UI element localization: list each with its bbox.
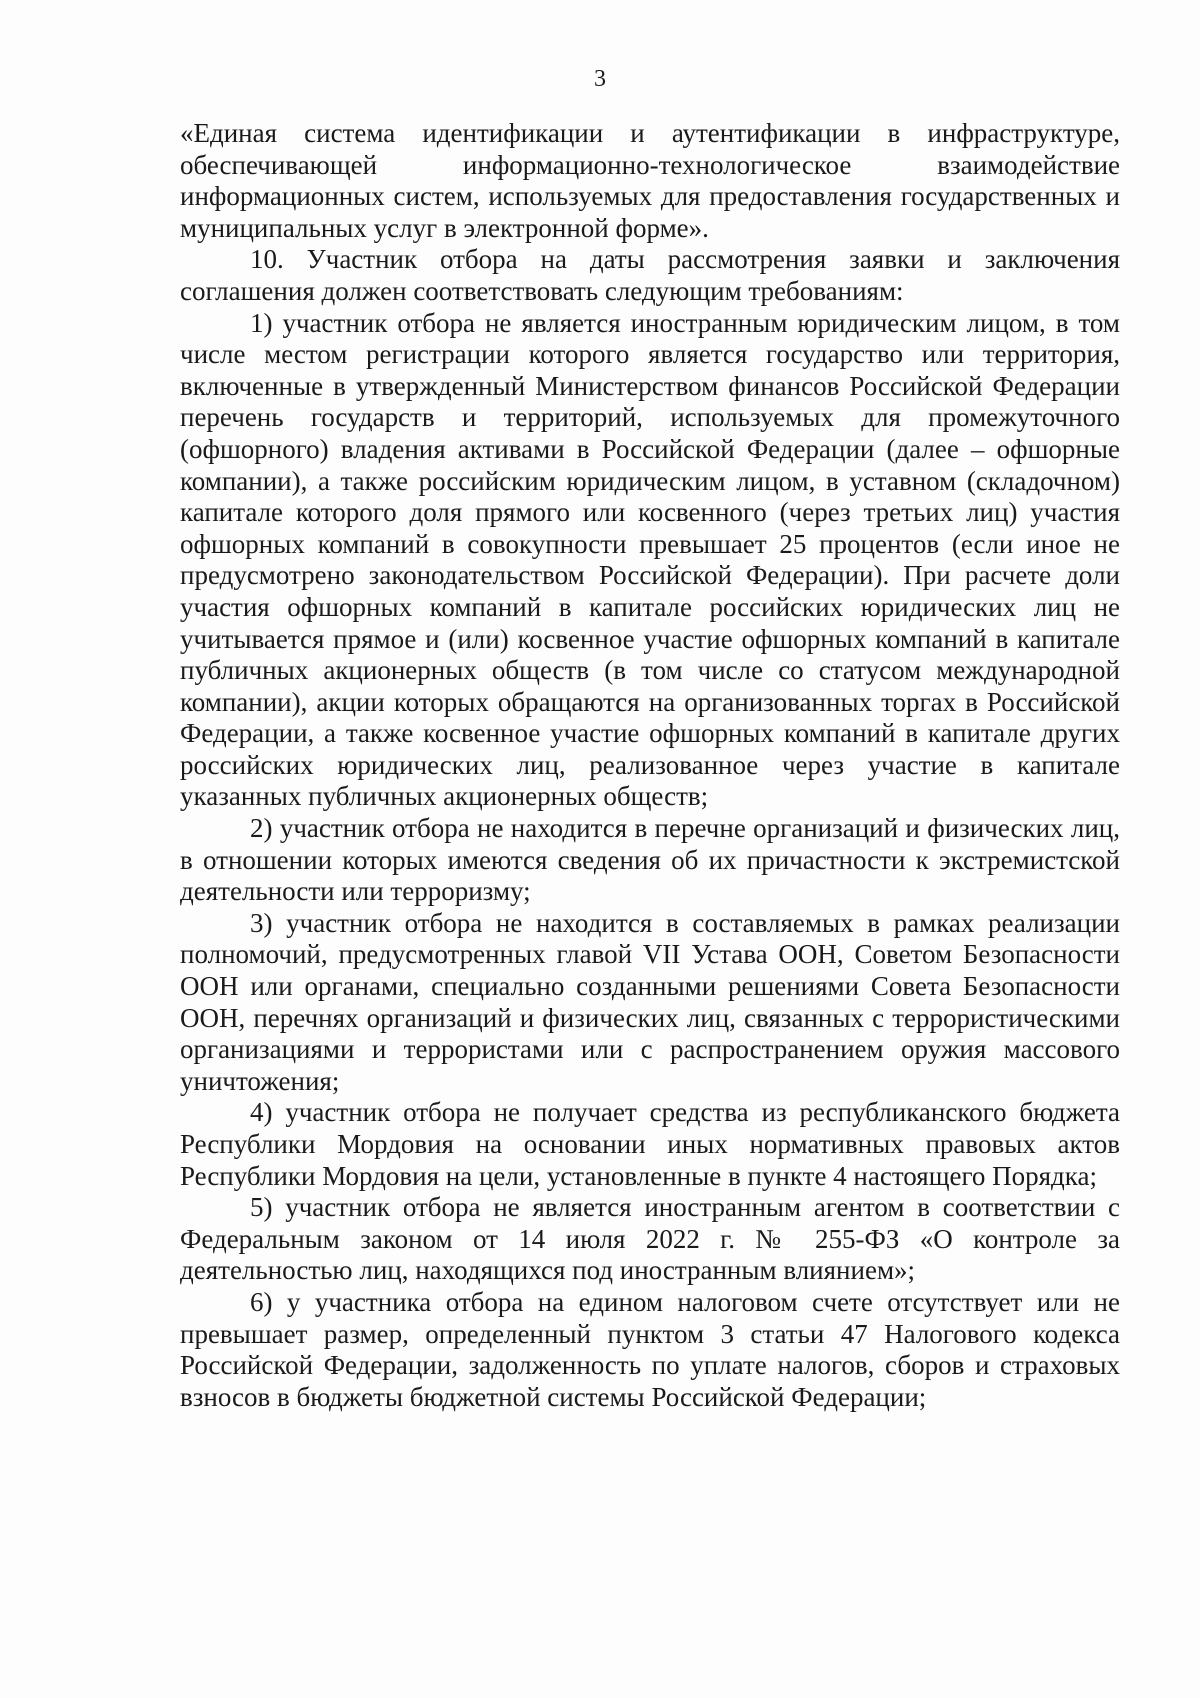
paragraph-subitem-1: 1) участник отбора не является иностранным юридическим лицом, в том числе местом регистрации которого является государство или территория, включенные в утвержденный Министерством финансов Российской Федерации перечень государств и территорий, используемых для промежуточного (офшорного) владения активами в Российской Федерации (далее – офшорные компании), а также российским юридическим лицом, в уставном (складочном) капитале которого доля прямого или косвенного (через третьих лиц) участия офшорных компаний в совокупности превышает 25 процентов (если иное не предусмотрено законодательством Российской Федерации). При расчете доли участия офшорных компаний в капитале российских юридических лиц не учитывается прямое и (или) косвенное участие офшорных компаний в капитале публичных акционерных обществ (в том числе со статусом международной компании), акции которых обращаются на организованных торгах в Российской Федерации, а также косвенное участие офшорных компаний в капитале других российских юридических лиц, реализованное через участие в капитале указанных публичных акционерных обществ; [180,307,1120,812]
paragraph-item-10: 10. Участник отбора на даты рассмотрения заявки и заключения соглашения должен соответствовать следующим требованиям: [180,244,1120,306]
paragraph-subitem-4: 4) участник отбора не получает средства из республиканского бюджета Республики Мордовия на основании иных нормативных правовых актов Республики Мордовия на цели, установленные в пункте 4 настоящего Порядка; [180,1097,1120,1191]
document-body [180,118,1120,1413]
paragraph-subitem-3: 3) участник отбора не находится в составляемых в рамках реализации полномочий, предусмотренных главой VII Устава ООН, Советом Безопасности ООН или органами, специально созданными решениями Совета Безопасности ООН, перечнях организаций и физических лиц, связанных с террористическими организациями и террористами или с распространением оружия массового уничтожения; [180,907,1120,1096]
paragraph-subitem-6: 6) у участника отбора на едином налоговом счете отсутствует или не превышает размер, определенный пунктом 3 статьи 47 Налогового кодекса Российской Федерации, задолженность по уплате налогов, сборов и страховых взносов в бюджеты бюджетной системы Российской Федерации; [180,1286,1120,1412]
paragraph-subitem-2: 2) участник отбора не находится в перечне организаций и физических лиц, в отношении которых имеются сведения об их причастности к экстремистской деятельности или терроризму; [180,813,1120,907]
paragraph-subitem-5: 5) участник отбора не является иностранным агентом в соответствии с Федеральным законом от 14 июля 2022 г. № 255-ФЗ «О контроле за деятельностью лиц, находящихся под иностранным влиянием»; [180,1192,1120,1286]
paragraph-continuation: «Единая система идентификации и аутентификации в инфраструктуре, обеспечивающей информационно-технологическое взаимодействие информационных систем, используемых для предоставления государственных и муниципальных услуг в электронной форме». [180,118,1120,243]
page-number: 3 [594,66,606,92]
